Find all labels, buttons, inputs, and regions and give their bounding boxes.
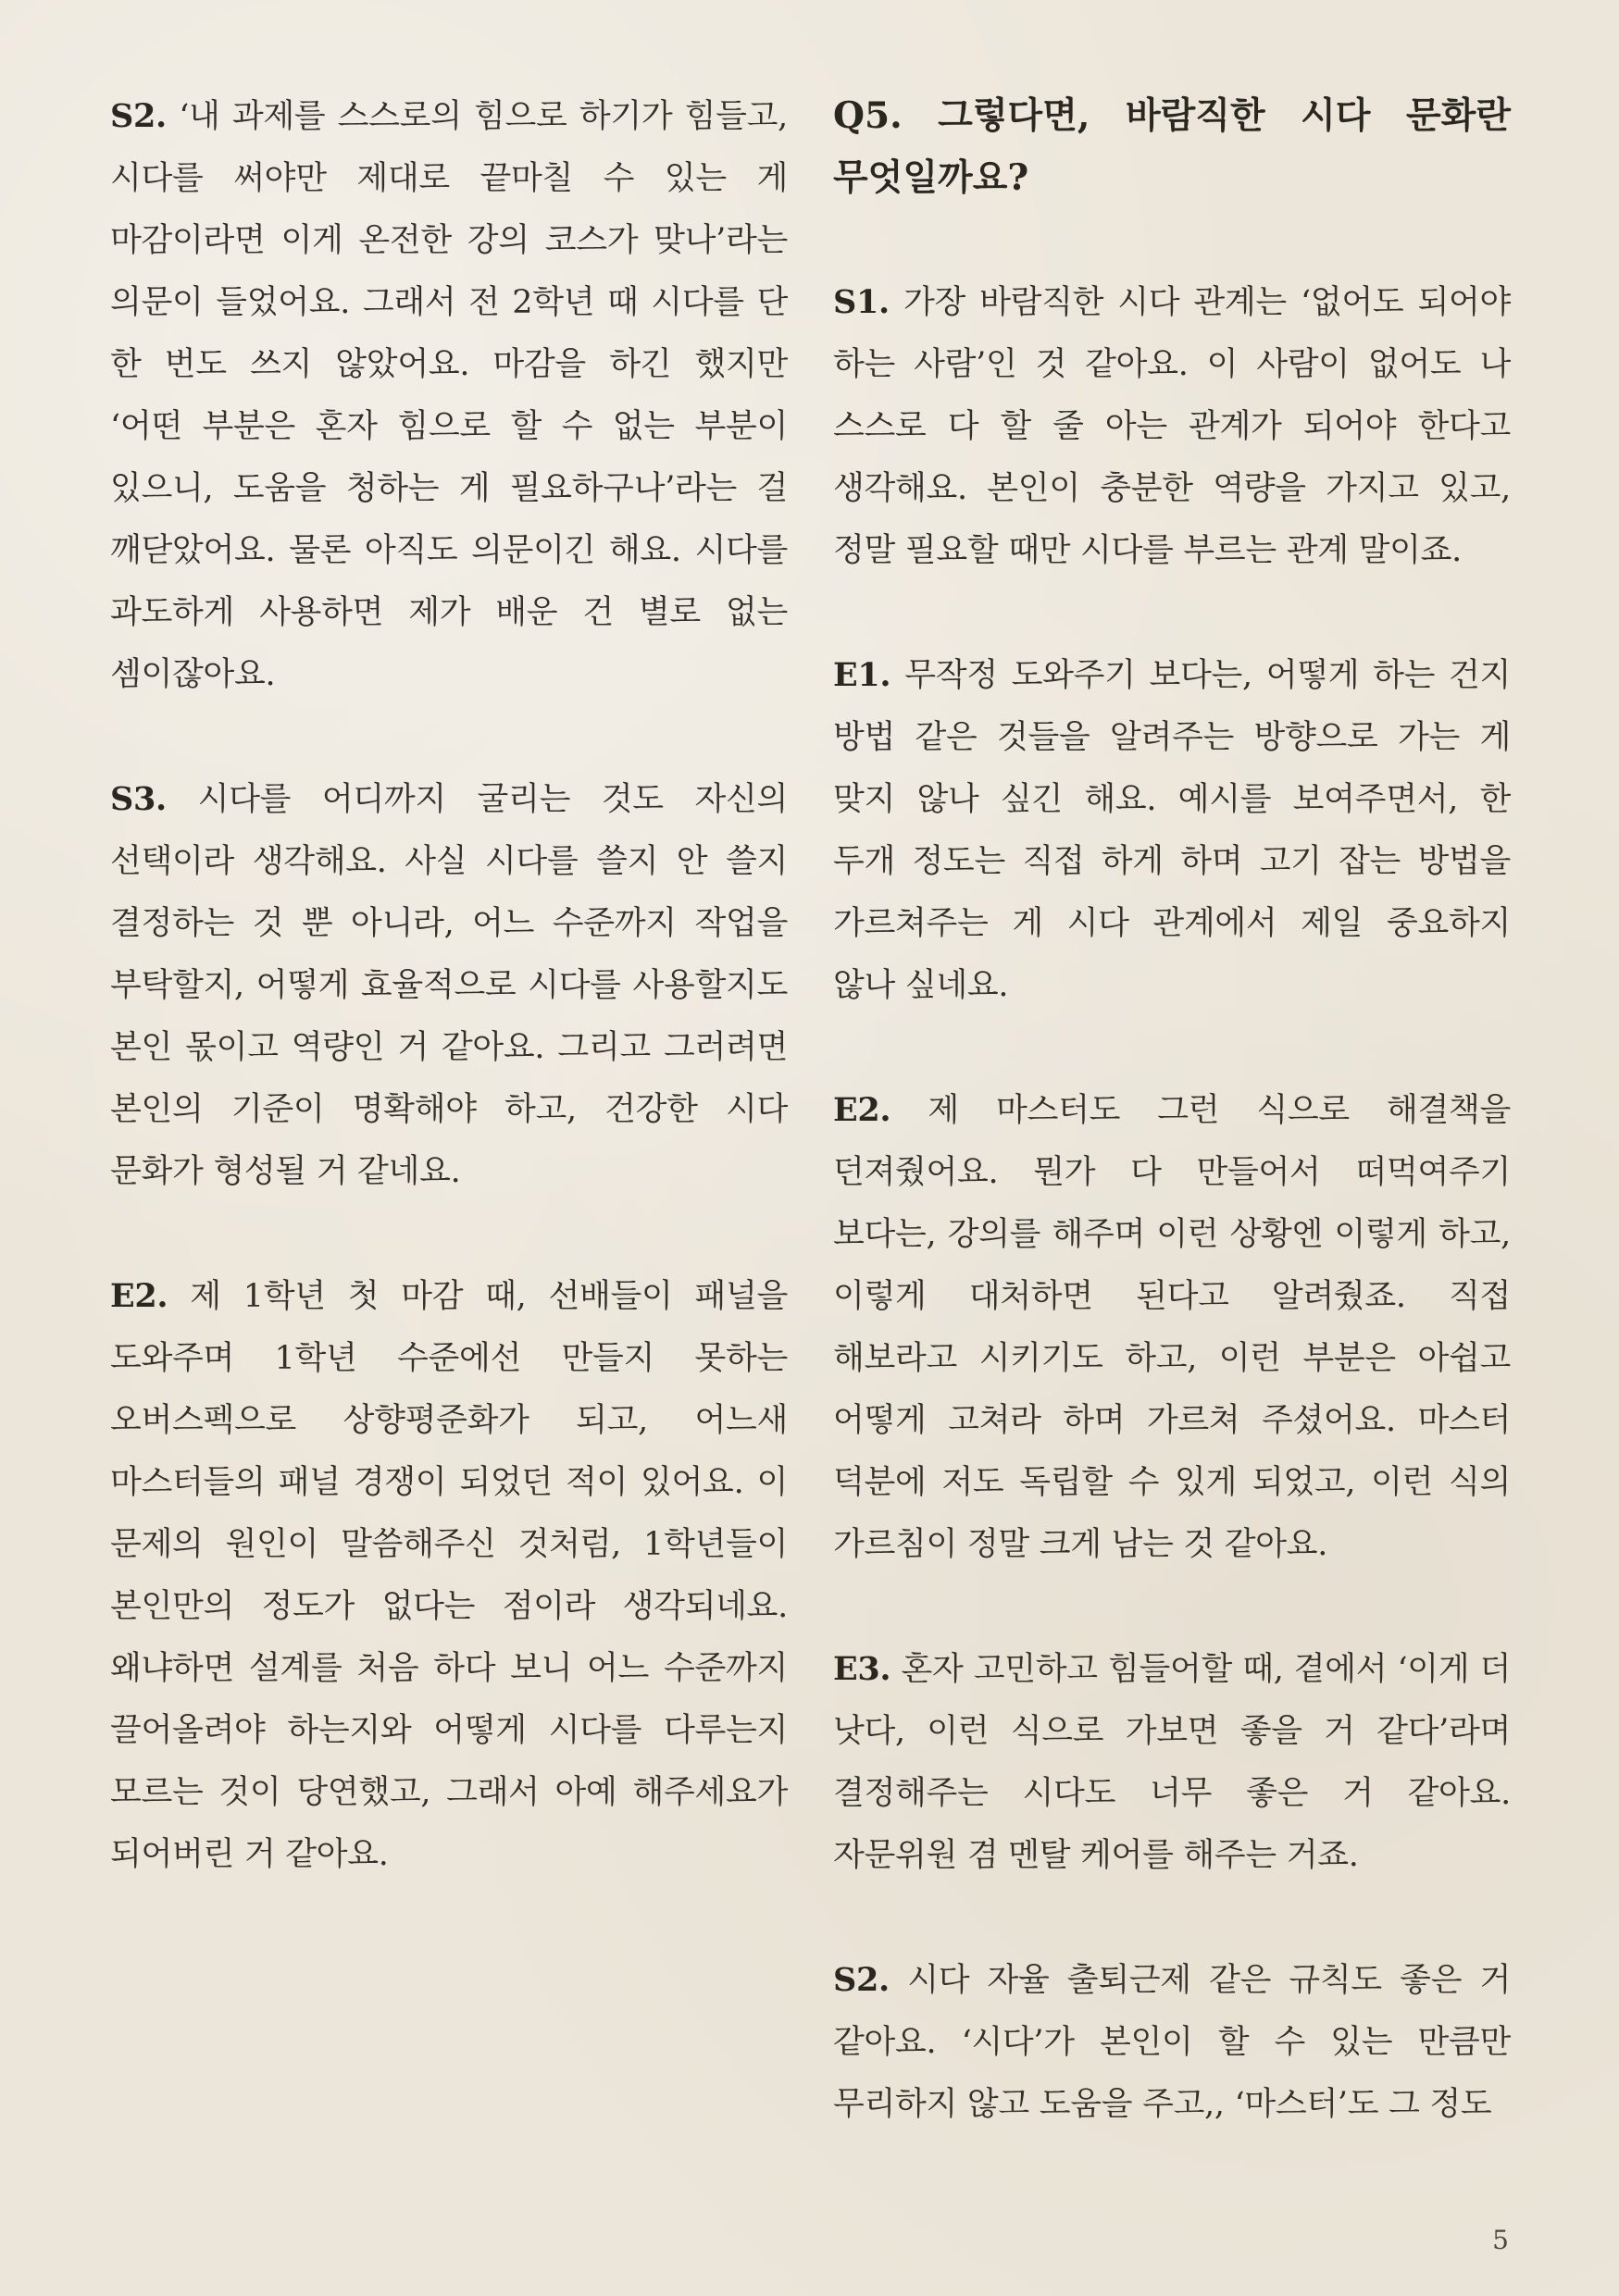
- question-heading: Q5. 그렇다면, 바람직한 시다 문화란 무엇일까요?: [833, 94, 1511, 199]
- speaker-label: E2.: [833, 1091, 891, 1129]
- interview-answer-s1: [833, 271, 1511, 582]
- interview-answer-s2: [110, 85, 788, 706]
- interview-answer-e2: [833, 1079, 1511, 1576]
- answer-text: 시다를 어디까지 굴리는 것도 자신의 선택이라 생각해요. 사실 시다를 쓸지 안 쓸지 결정하는 것 뿐 아니라, 어느 수준까지 작업을 부탁할지, 어떻게 효율적으로 시다를 사용할지도 본인 몫이고 역량인 거 같아요. 그리고 그러려면 본인의 기준이 명확해야 하고, 건강한 시다 문화가 형성될 거 같네요.: [110, 781, 788, 1190]
- interview-answer-s2: [833, 1949, 1511, 2136]
- answer-text: 가장 바람직한 시다 관계는 ‘없어도 되어야 하는 사람’인 것 같아요. 이 사람이 없어도 나 스스로 다 할 줄 아는 관계가 되어야 한다고 생각해요. 본인이 충분한 역량을 가지고 있고, 정말 필요할 때만 시다를 부르는 관계 말이죠.: [833, 284, 1511, 569]
- answer-text: 제 1학년 첫 마감 때, 선배들이 패널을 도와주며 1학년 수준에선 만들지 못하는 오버스펙으로 상향평준화가 되고, 어느새 마스터들의 패널 경쟁이 되었던 적이 있어요. 이 문제의 원인이 말씀해주신 것처럼, 1학년들이 본인만의 정도가 없다는 점이라 생각되네요. 왜냐하면 설계를 처음 하다 보니 어느 수준까지 끌어올려야 하는지와 어떻게 시다를 다루는지 모르는 것이 당연했고, 그래서 아예 해주세요가 되어버린 거 같아요.: [110, 1278, 788, 1873]
- answer-text: 무작정 도와주기 보다는, 어떻게 하는 건지 방법 같은 것들을 알려주는 방향으로 가는 게 맞지 않나 싶긴 해요. 예시를 보여주면서, 한 두개 정도는 직접 하게 하며 고기 잡는 방법을 가르쳐주는 게 시다 관계에서 제일 중요하지 않나 싶네요.: [833, 657, 1511, 1004]
- interview-answer-e2: [110, 1265, 788, 1886]
- speaker-label: E2.: [110, 1277, 168, 1315]
- interview-answer-e3: [833, 1638, 1511, 1887]
- speaker-label: S2.: [833, 1961, 890, 1999]
- speaker-label: S3.: [110, 780, 167, 818]
- answer-text: 혼자 고민하고 힘들어할 때, 곁에서 ‘이게 더 낫다, 이런 식으로 가보면 좋을 거 같다’라며 결정해주는 시다도 너무 좋은 거 같아요. 자문위원 겸 멘탈 케어를 해주는 거죠.: [833, 1651, 1511, 1874]
- speaker-label: S2.: [110, 97, 167, 135]
- speaker-label: E3.: [833, 1650, 891, 1688]
- interview-answer-e1: [833, 644, 1511, 1017]
- left-column: [110, 85, 788, 1948]
- speaker-label: S1.: [833, 283, 890, 321]
- answer-text: 제 마스터도 그런 식으로 해결책을 던져줬어요. 뭔가 다 만들어서 떠먹여주기 보다는, 강의를 해주며 이런 상황엔 이렇게 하고, 이렇게 대처하면 된다고 알려줬죠. 직접 해보라고 시키기도 하고, 이런 부분은 아쉽고 어떻게 고쳐라 하며 가르쳐 주셨어요. 마스터 덕분에 저도 독립할 수 있게 되었고, 이런 식의 가르침이 정말 크게 남는 것 같아요.: [833, 1092, 1511, 1563]
- right-column: [833, 85, 1511, 2198]
- page-number: 5: [1492, 2225, 1509, 2255]
- speaker-label: E1.: [833, 656, 891, 694]
- answer-text: 시다 자율 출퇴근제 같은 규칙도 좋은 거 같아요. ‘시다’가 본인이 할 수 있는 만큼만 무리하지 않고 도움을 주고,, ‘마스터’도 그 정도: [833, 1962, 1511, 2123]
- interview-answer-s3: [110, 768, 788, 1203]
- answer-text: ‘내 과제를 스스로의 힘으로 하기가 힘들고, 시다를 써야만 제대로 끝마칠 수 있는 게 마감이라면 이게 온전한 강의 코스가 맞나’라는 의문이 들었어요. 그래서 전 2학년 때 시다를 단 한 번도 쓰지 않았어요. 마감을 하긴 했지만 ‘어떤 부분은 혼자 힘으로 할 수 없는 부분이 있으니, 도움을 청하는 게 필요하구나’라는 걸 깨닫았어요. 물론 아직도 의문이긴 해요. 시다를 과도하게 사용하면 제가 배운 건 별로 없는 셈이잖아요.: [110, 98, 788, 693]
